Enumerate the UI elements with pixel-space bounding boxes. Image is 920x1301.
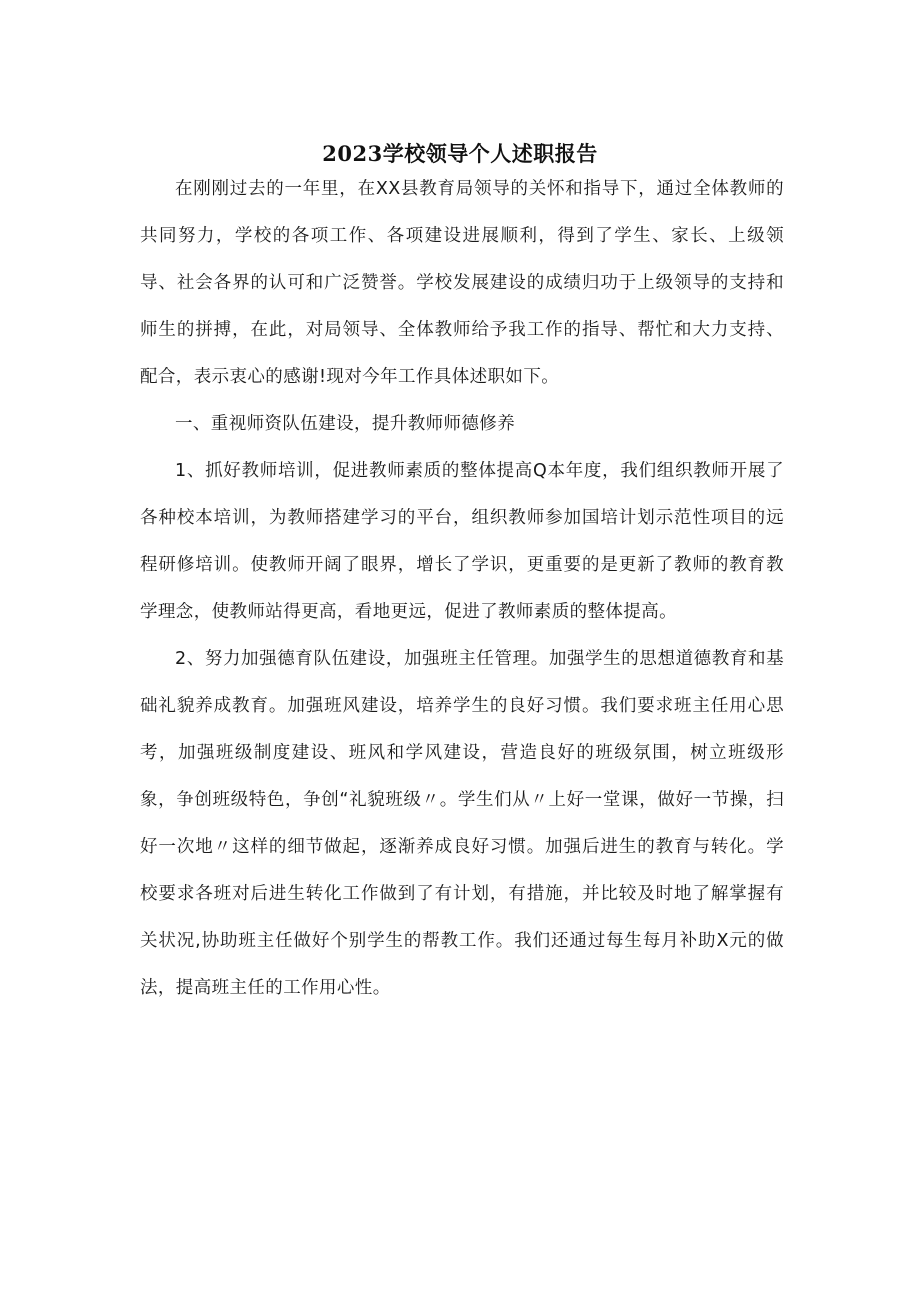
paragraph-intro: 在刚刚过去的一年里，在XX县教育局领导的关怀和指导下，通过全体教师的共同努力，学校的各项工作、各项建设进展顺利，得到了学生、家长、上级领导、社会各界的认可和广泛赞誉。学校发展建设的成绩归功于上级领导的支持和师生的拼搏，在此，对局领导、全体教师给予我工作的指导、帮忙和大力支持、配合，表示衷心的感谢!现对今年工作具体述职如下。 (140, 179, 784, 387)
paragraph-item-1: 1、抓好教师培训，促进教师素质的整体提高Q本年度，我们组织教师开展了各种校本培训，为教师搭建学习的平台，组织教师参加国培计划示范性项目的远程研修培训。使教师开阔了眼界，增长了学识，更重要的是更新了教师的教育教学理念，使教师站得更高，看地更远，促进了教师素质的整体提高。 (140, 461, 784, 622)
document-body (140, 166, 784, 1012)
paragraph-item-2: 2、努力加强德育队伍建设，加强班主任管理。加强学生的思想道德教育和基础礼貌养成教育。加强班风建设，培养学生的良好习惯。我们要求班主任用心思考，加强班级制度建设、班风和学风建设，营造良好的班级氛围，树立班级形象，争创班级特色，争创“礼貌班级〃。学生们从〃上好一堂课，做好一节操，扫好一次地〃这样的细节做起，逐渐养成良好习惯。加强后进生的教育与转化。学校要求各班对后进生转化工作做到了有计划，有措施，并比较及时地了解掌握有关状况,协助班主任做好个别学生的帮教工作。我们还通过每生每月补助X元的做法，提高班主任的工作用心性。 (140, 649, 784, 998)
document-title: 2023学校领导个人述职报告 (322, 141, 598, 167)
section-heading-1: 一、重视师资队伍建设，提升教师师德修养 (175, 414, 516, 434)
